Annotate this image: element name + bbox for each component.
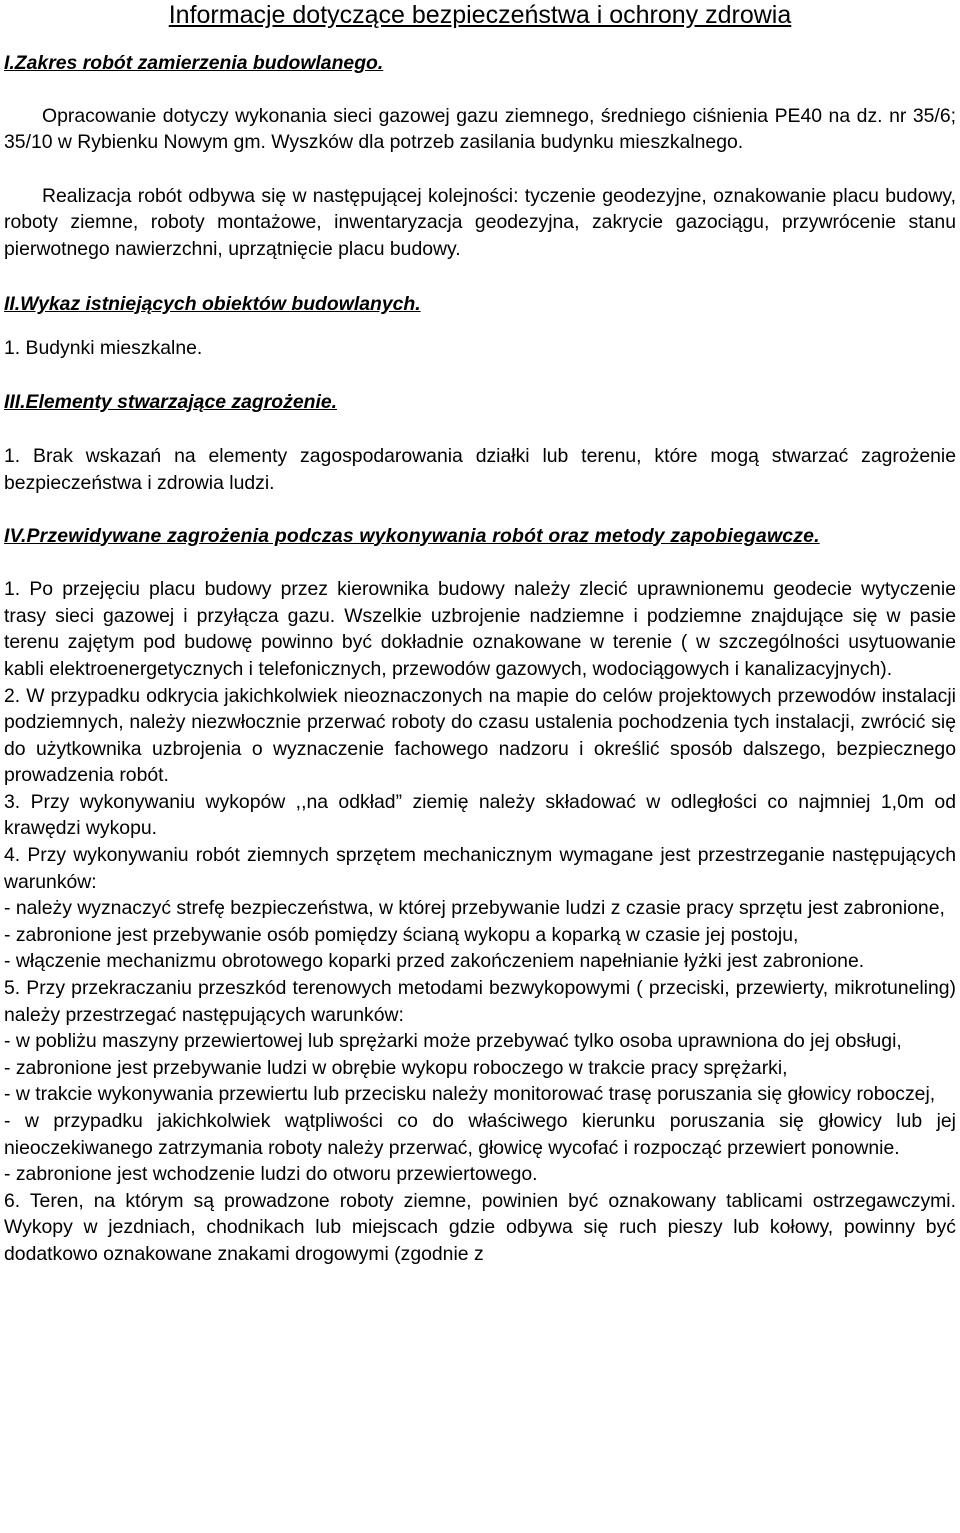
list-item: - zabronione jest przebywanie osób pomiędzy ścianą wykopu a koparką w czasie jej postoju, — [4, 923, 799, 946]
list-item: - zabronione jest przebywanie ludzi w obrębie wykopu roboczego w trakcie pracy sprężarki, — [4, 1056, 788, 1079]
list-item: 2. W przypadku odkrycia jakichkolwiek nieoznaczonych na mapie do celów projektowych przewodów instalacji podziemnych, należy niezwłocznie przerwać roboty do czasu ustalenia pochodzenia tych instalacji, zwrócić się do użytkownika uzbrojenia o wyznaczenie fachowego nadzoru i określić sposób dalszego, bezpiecznego prowadzenia robót. — [4, 684, 956, 787]
section-3-heading: III.Elementy stwarzające zagrożenie. — [4, 390, 338, 413]
page-title: Informacje dotyczące bezpieczeństwa i ochrony zdrowia — [168, 1, 792, 29]
list-item: 3. Przy wykonywaniu wykopów ,,na odkład” ziemię należy składować w odległości co najmniej 1,0m od krawędzi wykopu. — [4, 790, 956, 840]
section-2-heading: II.Wykaz istniejących obiektów budowlanych. — [4, 292, 421, 315]
list-item: - zabronione jest wchodzenie ludzi do otworu przewiertowego. — [4, 1163, 538, 1186]
list-item: - należy wyznaczyć strefę bezpieczeństwa, w której przebywanie ludzi z czasie pracy sprzętu jest zabronione, — [4, 897, 945, 920]
list-item: - w przypadku jakichkolwiek wątpliwości co do właściwego kierunku poruszania się głowicy lub jej nieoczekiwanego zatrzymania roboty należy przerwać, głowicę wycofać i rozpocząć przewiert ponownie. — [4, 1110, 956, 1159]
list-item: 1. Po przejęciu placu budowy przez kierownika budowy należy zlecić uprawnionemu geodecie wytyczenie trasy sieci gazowej i przyłącza gazu. Wszelkie uzbrojenie nadziemne i podziemne znajdujące się w pasie terenu zajętym pod budowę powinno być dokładnie oznakowane w terenie ( w szczególności usytuowanie kabli elektroenergetycznych i telefonicznych, przewodów gazowych, wodociągowych i kanalizacyjnych). — [4, 578, 956, 680]
section-4-list — [4, 576, 956, 1267]
section-3-item-1: 1. Brak wskazań na elementy zagospodarowania działki lub terenu, które mogą stwarzać zagrożenie bezpieczeństwa i zdrowia ludzi. — [4, 445, 956, 494]
section-2-item-1: 1. Budynki mieszkalne. — [4, 337, 203, 360]
section-1-heading: I.Zakres robót zamierzenia budowlanego. — [4, 52, 384, 74]
list-item: - włączenie mechanizmu obrotowego koparki przed zakończeniem napełnianie łyżki jest zabronione. — [4, 950, 865, 973]
section-1-intro: Opracowanie dotyczy wykonania sieci gazowej gazu ziemnego, średniego ciśnienia PE40 na dz. nr 35/6; 35/10 w Rybienku Nowym gm. Wyszków dla potrzeb zasilania budynku mieszkalnego. — [4, 104, 956, 154]
list-item: - w trakcie wykonywania przewiertu lub przecisku należy monitorować trasę poruszania się głowicy roboczej, — [4, 1083, 936, 1106]
list-item: 4. Przy wykonywaniu robót ziemnych sprzętem mechanicznym wymagane jest przestrzeganie następujących warunków: — [4, 844, 956, 893]
list-item: 5. Przy przekraczaniu przeszkód terenowych metodami bezwykopowymi ( przeciski, przewierty, mikrotuneling) należy przestrzegać następujących warunków: — [4, 977, 956, 1026]
section-4-heading: IV.Przewidywane zagrożenia podczas wykonywania robót oraz metody zapobiegawcze. — [4, 524, 820, 547]
list-item: - w pobliżu maszyny przewiertowej lub sprężarki może przebywać tylko osoba uprawniona do jej obsługi, — [4, 1030, 902, 1053]
list-item: 6. Teren, na którym są prowadzone roboty ziemne, powinien być oznakowany tablicami ostrzegawczymi. Wykopy w jezdniach, chodnikach lub miejscach gdzie odbywa się ruch pieszy lub kołowy, powinny być dodatkowo oznakowane znakami drogowymi (zgodnie z — [4, 1189, 956, 1265]
section-1-realization: Realizacja robót odbywa się w następującej kolejności: tyczenie geodezyjne, oznakowanie placu budowy, roboty ziemne, roboty montażowe, inwentaryzacja geodezyjna, zakrycie gazociągu, przywrócenie stanu pierwotnego nawierzchni, uprzątnięcie placu budowy. — [4, 184, 956, 260]
